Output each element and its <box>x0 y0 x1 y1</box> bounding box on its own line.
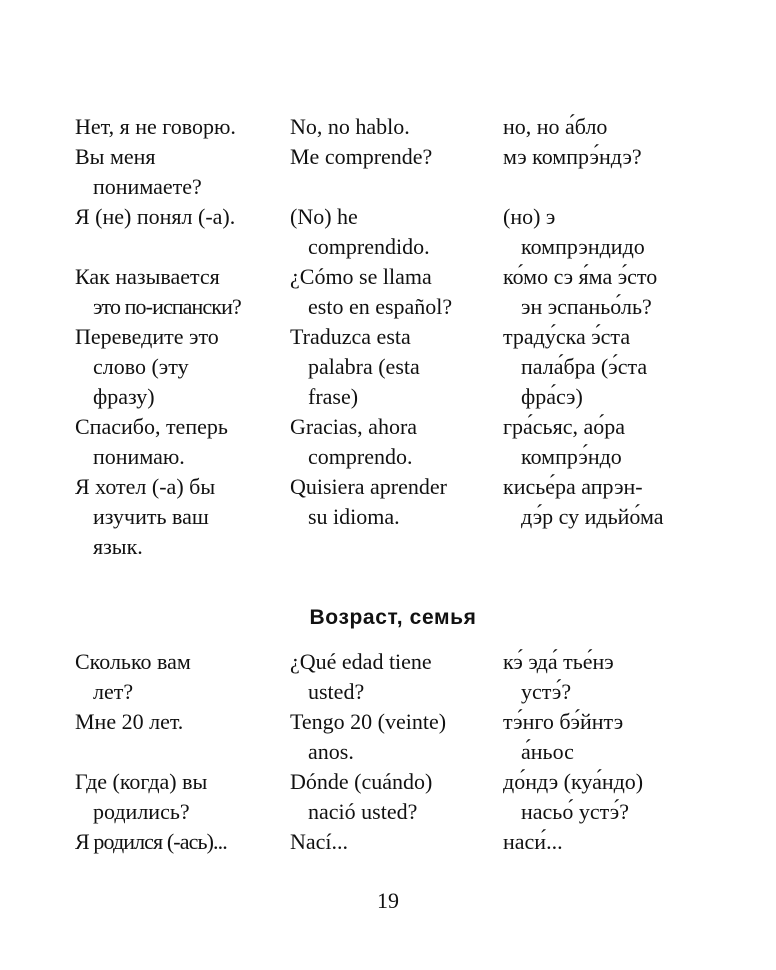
phrase-line: Сколько вам <box>75 649 191 674</box>
phrase-line: кэ́ эда́ тье́нэ <box>503 649 614 674</box>
phrase-line: comprendido. <box>308 234 430 259</box>
phrase-line: Я (не) понял (-а). <box>75 204 236 229</box>
phrase-line: Gracias, ahora <box>290 414 418 439</box>
phrase-line: это по-испански? <box>93 294 241 319</box>
blank-line <box>290 172 500 202</box>
phrase-line: ¿Qué edad tiene <box>290 649 432 674</box>
phrase-line: компрэндидо <box>521 234 645 259</box>
section2-spanish-column <box>290 647 500 857</box>
phrase-line: comprendo. <box>308 444 413 469</box>
phrase-line: Переведите это <box>75 324 219 349</box>
phrase-line: (но) э <box>503 204 556 229</box>
phrase-line: Мне 20 лет. <box>75 709 184 734</box>
section1-russian-column <box>75 112 285 562</box>
phrase-line: Я родился (-ась)... <box>75 829 227 854</box>
phrase-line: usted? <box>308 679 365 704</box>
phrase-line: фразу) <box>93 384 155 409</box>
phrase-line: а́ньос <box>521 739 574 764</box>
blank-line <box>75 737 285 767</box>
phrase-line: устэ́? <box>521 679 572 704</box>
phrase-line: язык. <box>93 534 143 559</box>
phrase-line: дэ́р су идьйо́ма <box>521 504 664 529</box>
phrase-line: пала́бра (э́ста <box>521 354 648 379</box>
section2-transcription-column <box>503 647 733 857</box>
phrase-line: компрэ́ндо <box>521 444 622 469</box>
phrase-line: su idioma. <box>308 504 400 529</box>
section-heading: Возраст, семья <box>309 606 477 629</box>
phrase-line: Me comprende? <box>290 144 433 169</box>
phrase-line: изучить ваш <box>93 504 209 529</box>
phrase-line: Quisiera aprender <box>290 474 447 499</box>
phrase-line: Dónde (cuándo) <box>290 769 433 794</box>
phrase-line: Как называется <box>75 264 220 289</box>
blank-line <box>503 172 733 202</box>
phrase-line: No, no hablo. <box>290 114 410 139</box>
phrase-line: гра́сьяс, ао́ра <box>503 414 625 439</box>
phrase-line: до́ндэ (куа́ндо) <box>503 769 644 794</box>
phrase-line: anos. <box>308 739 354 764</box>
phrase-line: (No) he <box>290 204 358 229</box>
phrase-line: Tengo 20 (veinte) <box>290 709 447 734</box>
phrase-line: кисье́ра апрэн- <box>503 474 643 499</box>
phrase-line: насьо́ устэ́? <box>521 799 629 824</box>
phrase-line: Где (когда) вы <box>75 769 208 794</box>
phrase-line: nació usted? <box>308 799 418 824</box>
phrase-line: ¿Cómo se llama <box>290 264 432 289</box>
phrase-line: Nací... <box>290 829 349 854</box>
phrase-line: трaду́ска э́ста <box>503 324 631 349</box>
phrase-line: мэ компрэ́ндэ? <box>503 144 642 169</box>
page-number: 19 <box>377 888 399 913</box>
phrase-line: понимаете? <box>93 174 202 199</box>
phrase-line: тэ́нго бэ́йнтэ <box>503 709 624 734</box>
phrase-line: родились? <box>93 799 190 824</box>
blank-line <box>75 232 285 262</box>
phrase-line: Вы меня <box>75 144 156 169</box>
phrase-line: эн эспаньо́ль? <box>521 294 652 319</box>
section1-transcription-column <box>503 112 733 532</box>
phrase-line: Нет, я не говорю. <box>75 114 236 139</box>
phrase-line: frase) <box>308 384 359 409</box>
section2-russian-column <box>75 647 285 857</box>
phrase-line: Я хотел (-а) бы <box>75 474 216 499</box>
phrase-line: лет? <box>93 679 134 704</box>
phrase-line: ко́мо сэ я́ма э́сто <box>503 264 658 289</box>
phrase-line: слово (эту <box>93 354 189 379</box>
section1-spanish-column <box>290 112 500 532</box>
phrase-line: наси́... <box>503 829 563 854</box>
phrase-line: понимаю. <box>93 444 185 469</box>
phrase-line: Traduzca esta <box>290 324 411 349</box>
phrase-line: Спасибо, теперь <box>75 414 228 439</box>
phrase-line: но, но а́бло <box>503 114 608 139</box>
phrase-line: esto en español? <box>308 294 453 319</box>
phrase-line: palabra (esta <box>308 354 420 379</box>
phrase-line: фра́сэ) <box>521 384 583 409</box>
